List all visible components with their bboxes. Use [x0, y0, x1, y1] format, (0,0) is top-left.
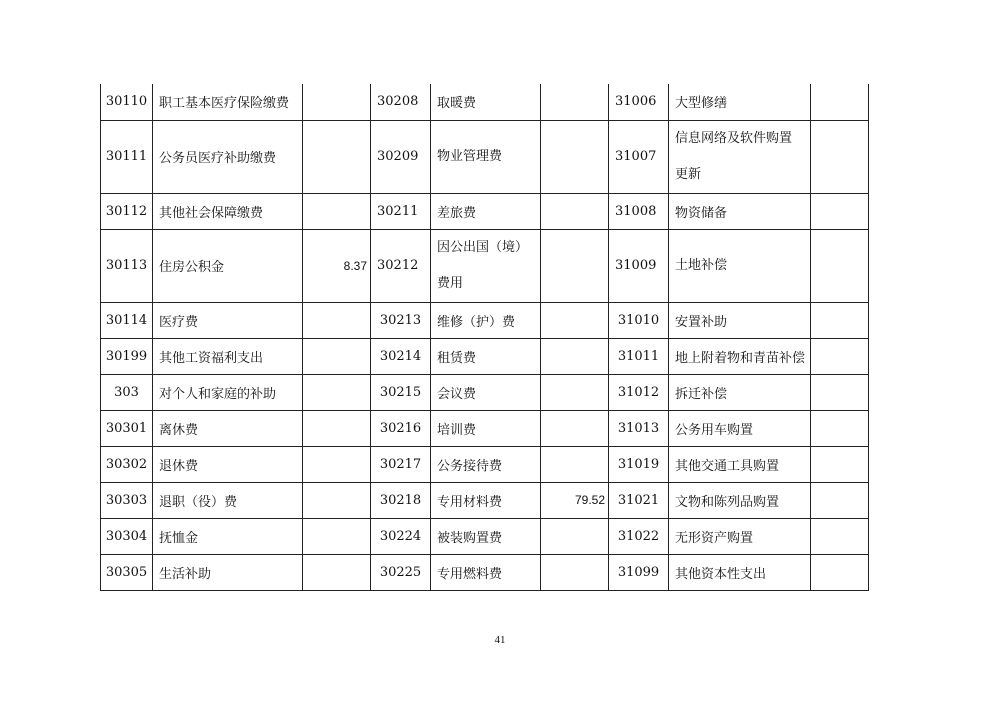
item-name-cell: 文物和陈列品购置 [669, 482, 811, 518]
item-amount-cell [811, 193, 869, 229]
item-amount-cell [303, 338, 371, 374]
item-code-cell: 30303 [101, 482, 153, 518]
item-amount-cell [541, 302, 609, 338]
table-body [101, 84, 869, 590]
item-amount-cell [303, 482, 371, 518]
item-name-cell: 公务用车购置 [669, 410, 811, 446]
item-code-cell: 30212 [371, 229, 431, 302]
item-code-cell: 30302 [101, 446, 153, 482]
item-code-cell: 30112 [101, 193, 153, 229]
item-code-cell: 31019 [609, 446, 669, 482]
item-code-cell: 31009 [609, 229, 669, 302]
item-amount-cell [811, 554, 869, 590]
item-name-cell: 抚恤金 [153, 518, 303, 554]
item-name-cell: 离休费 [153, 410, 303, 446]
table-row [101, 410, 869, 446]
item-code-cell: 31021 [609, 482, 669, 518]
item-amount-cell [811, 338, 869, 374]
item-name-cell: 维修（护）费 [431, 302, 541, 338]
item-amount-cell [541, 120, 609, 193]
item-amount-cell [541, 410, 609, 446]
item-name-cell: 退休费 [153, 446, 303, 482]
table-row [101, 554, 869, 590]
item-amount-cell [303, 410, 371, 446]
item-code-cell: 31022 [609, 518, 669, 554]
item-code-cell: 30209 [371, 120, 431, 193]
table-row [101, 84, 869, 120]
table-row [101, 518, 869, 554]
item-name-cell: 无形资产购置 [669, 518, 811, 554]
item-name-cell: 其他资本性支出 [669, 554, 811, 590]
item-name-cell: 公务接待费 [431, 446, 541, 482]
item-code-cell: 31011 [609, 338, 669, 374]
item-code-cell: 30199 [101, 338, 153, 374]
item-code-cell: 31010 [609, 302, 669, 338]
item-code-cell: 30224 [371, 518, 431, 554]
item-name-cell: 租赁费 [431, 338, 541, 374]
item-code-cell: 30216 [371, 410, 431, 446]
item-amount-cell [811, 446, 869, 482]
item-code-cell: 31012 [609, 374, 669, 410]
item-code-cell: 30218 [371, 482, 431, 518]
item-amount-cell: 8.37 [303, 229, 371, 302]
item-amount-cell [541, 374, 609, 410]
item-amount-cell [541, 338, 609, 374]
item-name-cell: 其他工资福利支出 [153, 338, 303, 374]
table-row [101, 338, 869, 374]
item-amount-cell [811, 84, 869, 120]
item-amount-cell [303, 302, 371, 338]
item-name-cell: 差旅费 [431, 193, 541, 229]
item-name-cell: 对个人和家庭的补助 [153, 374, 303, 410]
item-amount-cell [811, 482, 869, 518]
item-amount-cell [303, 446, 371, 482]
item-amount-cell [541, 84, 609, 120]
item-code-cell: 31008 [609, 193, 669, 229]
item-code-cell: 30114 [101, 302, 153, 338]
item-name-cell: 会议费 [431, 374, 541, 410]
table-row [101, 482, 869, 518]
item-name-cell: 培训费 [431, 410, 541, 446]
item-amount-cell [811, 518, 869, 554]
item-name-cell: 职工基本医疗保险缴费 [153, 84, 303, 120]
item-amount-cell [811, 120, 869, 193]
page-number: 41 [494, 634, 506, 646]
item-name-cell: 物资储备 [669, 193, 811, 229]
item-name-cell: 物业管理费 [431, 120, 541, 193]
table-row [101, 229, 869, 302]
item-amount-cell [303, 374, 371, 410]
item-amount-cell [303, 84, 371, 120]
item-code-cell: 31006 [609, 84, 669, 120]
item-amount-cell [541, 554, 609, 590]
item-amount-cell [811, 229, 869, 302]
item-name-cell: 因公出国（境）费用 [431, 229, 541, 302]
item-code-cell: 31007 [609, 120, 669, 193]
item-code-cell: 30301 [101, 410, 153, 446]
item-amount-cell [303, 518, 371, 554]
item-amount-cell [303, 193, 371, 229]
item-amount-cell [303, 554, 371, 590]
item-name-cell: 安置补助 [669, 302, 811, 338]
item-name-cell: 拆迁补偿 [669, 374, 811, 410]
item-code-cell: 30113 [101, 229, 153, 302]
item-name-cell: 地上附着物和青苗补偿 [669, 338, 811, 374]
table-row [101, 193, 869, 229]
item-name-cell: 专用燃料费 [431, 554, 541, 590]
item-code-cell: 303 [101, 374, 153, 410]
item-code-cell: 30225 [371, 554, 431, 590]
table-row [101, 446, 869, 482]
item-name-cell: 信息网络及软件购置更新 [669, 120, 811, 193]
item-name-cell: 取暖费 [431, 84, 541, 120]
table-row [101, 302, 869, 338]
item-amount-cell [541, 446, 609, 482]
item-name-cell: 其他社会保障缴费 [153, 193, 303, 229]
item-name-cell: 公务员医疗补助缴费 [153, 120, 303, 193]
item-amount-cell [541, 193, 609, 229]
item-code-cell: 30217 [371, 446, 431, 482]
item-name-cell: 大型修缮 [669, 84, 811, 120]
item-amount-cell [541, 518, 609, 554]
expense-classification-table [100, 84, 869, 591]
item-code-cell: 30304 [101, 518, 153, 554]
item-code-cell: 30208 [371, 84, 431, 120]
item-amount-cell [541, 229, 609, 302]
item-name-cell: 退职（役）费 [153, 482, 303, 518]
item-name-cell: 土地补偿 [669, 229, 811, 302]
item-code-cell: 30111 [101, 120, 153, 193]
item-name-cell: 其他交通工具购置 [669, 446, 811, 482]
item-name-cell: 生活补助 [153, 554, 303, 590]
table-row [101, 120, 869, 193]
item-amount-cell [303, 120, 371, 193]
item-name-cell: 医疗费 [153, 302, 303, 338]
item-amount-cell [811, 302, 869, 338]
item-amount-cell: 79.52 [541, 482, 609, 518]
table-row [101, 374, 869, 410]
item-name-cell: 被装购置费 [431, 518, 541, 554]
item-code-cell: 30110 [101, 84, 153, 120]
item-code-cell: 31013 [609, 410, 669, 446]
item-code-cell: 30213 [371, 302, 431, 338]
item-name-cell: 住房公积金 [153, 229, 303, 302]
item-code-cell: 30305 [101, 554, 153, 590]
item-code-cell: 30215 [371, 374, 431, 410]
item-amount-cell [811, 410, 869, 446]
item-amount-cell [811, 374, 869, 410]
item-name-cell: 专用材料费 [431, 482, 541, 518]
item-code-cell: 30214 [371, 338, 431, 374]
item-code-cell: 31099 [609, 554, 669, 590]
item-code-cell: 30211 [371, 193, 431, 229]
